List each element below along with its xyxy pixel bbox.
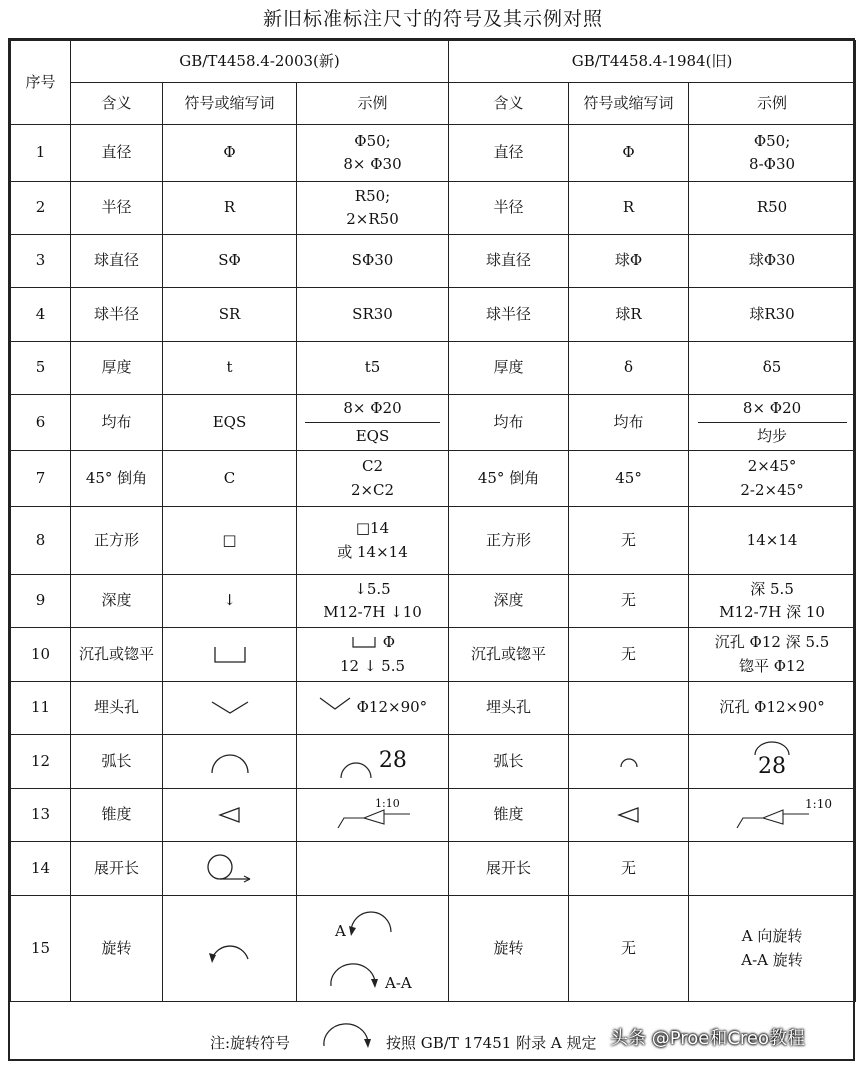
old-example-line1: 2×45° — [747, 457, 797, 476]
header-row-standards — [11, 41, 856, 83]
old-meaning: 沉孔或锪平 — [449, 628, 569, 682]
old-meaning: 厚度 — [449, 342, 569, 395]
old-meaning: 深度 — [449, 575, 569, 628]
old-symbol — [569, 735, 689, 789]
old-symbol: Φ — [569, 125, 689, 182]
old-example-line1: 深 5.5 — [750, 579, 794, 598]
table-row — [11, 575, 856, 628]
new-example-line2: M12-7H ↓10 — [323, 603, 422, 621]
table-row — [11, 288, 856, 342]
new-meaning: 展开长 — [71, 842, 163, 896]
taper-leader-icon — [334, 800, 412, 830]
new-meaning: 45° 倒角 — [71, 451, 163, 507]
old-symbol: δ — [569, 342, 689, 395]
old-symbol: 无 — [569, 896, 689, 1002]
old-example: δ5 — [689, 342, 856, 395]
new-meaning: 球直径 — [71, 235, 163, 288]
old-meaning: 埋头孔 — [449, 682, 569, 735]
old-symbol: 无 — [569, 507, 689, 575]
new-example — [297, 628, 449, 682]
new-example — [297, 842, 449, 896]
old-symbol — [569, 789, 689, 842]
arc-length-icon — [752, 741, 792, 755]
row-number: 12 — [11, 735, 71, 789]
footnote-prefix: 注:旋转符号 — [210, 1034, 291, 1052]
old-meaning: 45° 倒角 — [449, 451, 569, 507]
old-example — [689, 395, 856, 451]
old-meaning: 球直径 — [449, 235, 569, 288]
old-example-line2: 8-Φ30 — [749, 155, 796, 173]
countersink-icon — [210, 699, 250, 717]
row-number: 3 — [11, 235, 71, 288]
new-meaning: 球半径 — [71, 288, 163, 342]
taper-icon — [217, 806, 243, 824]
arc-length-value: 28 — [758, 754, 787, 780]
old-example — [689, 896, 856, 1002]
row-number: 11 — [11, 682, 71, 735]
table-row — [11, 182, 856, 235]
taper-icon — [616, 806, 642, 824]
old-example-line1: A 向旋转 — [741, 927, 803, 946]
row-number: 5 — [11, 342, 71, 395]
taper-leader-icon — [733, 800, 811, 830]
old-example-line1: 沉孔 Φ12 深 5.5 — [714, 633, 830, 652]
row-number: 7 — [11, 451, 71, 507]
old-example — [689, 628, 856, 682]
new-example-line1: Φ50; — [354, 131, 391, 150]
header-new-symbol: 符号或缩写词 — [163, 83, 297, 125]
new-example-line1: R50; — [354, 186, 391, 205]
new-symbol: C — [163, 451, 297, 507]
new-example-line2: 8× Φ30 — [343, 155, 402, 173]
taper-ratio: 1:10 — [375, 797, 400, 810]
old-example-line2: A-A 旋转 — [741, 950, 803, 969]
new-meaning: 旋转 — [71, 896, 163, 1002]
table-row — [11, 896, 856, 1002]
header-old-standard: GB/T4458.4-1984(旧) — [449, 41, 856, 83]
new-example — [297, 896, 449, 1002]
table-row — [11, 395, 856, 451]
header-old-symbol: 符号或缩写词 — [569, 83, 689, 125]
new-meaning: 半径 — [71, 182, 163, 235]
fraction-bottom: 均步 — [757, 427, 788, 445]
new-example — [297, 575, 449, 628]
table-row — [11, 125, 856, 182]
rotation-icon — [347, 902, 397, 942]
rotation-icon — [206, 933, 254, 965]
old-example-line2: 锪平 Φ12 — [738, 656, 806, 675]
new-symbol: □ — [163, 507, 297, 575]
new-meaning: 正方形 — [71, 507, 163, 575]
old-meaning: 锥度 — [449, 789, 569, 842]
table-row — [11, 235, 856, 288]
old-example — [689, 575, 856, 628]
new-example-line2: 2×C2 — [350, 480, 395, 499]
row-number: 1 — [11, 125, 71, 182]
new-symbol: SR — [163, 288, 297, 342]
new-symbol — [163, 628, 297, 682]
row-number: 9 — [11, 575, 71, 628]
old-example: 球Φ30 — [689, 235, 856, 288]
table-row — [11, 735, 856, 789]
new-example: SΦ30 — [297, 235, 449, 288]
rotation-icon — [320, 1018, 374, 1048]
rotation-label-a: A — [335, 922, 346, 940]
new-symbol — [163, 896, 297, 1002]
old-example — [689, 789, 856, 842]
header-old-meaning: 含义 — [449, 83, 569, 125]
new-symbol: SΦ — [163, 235, 297, 288]
old-example: 沉孔 Φ12×90° — [689, 682, 856, 735]
new-example-line2: 2×R50 — [346, 210, 399, 228]
new-example — [297, 451, 449, 507]
fraction — [305, 397, 440, 449]
new-example — [297, 682, 449, 735]
footnote — [10, 1006, 855, 1061]
counterbore-icon — [350, 636, 378, 650]
table-row — [11, 628, 856, 682]
row-number: 8 — [11, 507, 71, 575]
symbol-comparison-table — [10, 40, 856, 1002]
old-example — [689, 842, 856, 896]
old-meaning: 展开长 — [449, 842, 569, 896]
row-number: 15 — [11, 896, 71, 1002]
rotation-label-aa: A-A — [385, 974, 412, 992]
row-number: 4 — [11, 288, 71, 342]
fraction-top: 8× Φ20 — [305, 397, 440, 423]
old-symbol: 无 — [569, 628, 689, 682]
new-example — [297, 125, 449, 182]
old-symbol: 无 — [569, 842, 689, 896]
new-symbol: R — [163, 182, 297, 235]
old-meaning: 球半径 — [449, 288, 569, 342]
new-meaning: 厚度 — [71, 342, 163, 395]
new-example-line1 — [299, 631, 446, 654]
new-example — [297, 507, 449, 575]
header-new-meaning: 含义 — [71, 83, 163, 125]
row-number: 2 — [11, 182, 71, 235]
footnote-suffix: 按照 GB/T 17451 附录 A 规定 — [386, 1034, 597, 1052]
arc-length-value: 28 — [378, 748, 407, 774]
new-meaning: 埋头孔 — [71, 682, 163, 735]
old-meaning: 弧长 — [449, 735, 569, 789]
row-number: 14 — [11, 842, 71, 896]
new-meaning: 均布 — [71, 395, 163, 451]
header-row-columns — [11, 83, 856, 125]
row-number: 10 — [11, 628, 71, 682]
old-symbol: 45° — [569, 451, 689, 507]
old-meaning: 旋转 — [449, 896, 569, 1002]
old-symbol: 球R — [569, 288, 689, 342]
header-new-standard: GB/T4458.4-2003(新) — [71, 41, 449, 83]
new-example — [297, 395, 449, 451]
new-symbol: ↓ — [163, 575, 297, 628]
new-example-line1: ↓5.5 — [354, 579, 391, 598]
countersink-icon — [318, 696, 352, 714]
old-example: 球R30 — [689, 288, 856, 342]
old-meaning: 直径 — [449, 125, 569, 182]
fraction-top: 8× Φ20 — [698, 397, 847, 423]
counterbore-icon — [212, 645, 248, 665]
old-meaning: 均布 — [449, 395, 569, 451]
page-title: 新旧标准标注尺寸的符号及其示例对照 — [262, 8, 603, 30]
table-row — [11, 342, 856, 395]
new-symbol: Φ — [163, 125, 297, 182]
new-meaning: 弧长 — [71, 735, 163, 789]
new-example — [297, 182, 449, 235]
old-symbol: R — [569, 182, 689, 235]
fraction-bottom: EQS — [355, 427, 390, 445]
new-example-line1: C2 — [362, 457, 384, 476]
new-example: SR30 — [297, 288, 449, 342]
watermark: 头条 @Proe和Creo教程 — [610, 1028, 806, 1049]
old-symbol: 均布 — [569, 395, 689, 451]
new-example-line2: 或 14×14 — [337, 542, 408, 561]
header-seq: 序号 — [11, 41, 71, 125]
old-example: R50 — [689, 182, 856, 235]
new-meaning: 深度 — [71, 575, 163, 628]
table-row — [11, 451, 856, 507]
new-symbol — [163, 682, 297, 735]
new-symbol: t — [163, 342, 297, 395]
header-old-example: 示例 — [689, 83, 856, 125]
new-meaning: 直径 — [71, 125, 163, 182]
new-meaning: 沉孔或锪平 — [71, 628, 163, 682]
old-symbol: 无 — [569, 575, 689, 628]
arc-length-icon — [618, 755, 640, 769]
old-example-line2: 2-2×45° — [740, 480, 804, 499]
header-new-example: 示例 — [297, 83, 449, 125]
new-symbol — [163, 842, 297, 896]
fraction — [698, 397, 847, 449]
new-example-line2: 12 ↓ 5.5 — [339, 656, 406, 675]
arc-length-icon — [338, 757, 374, 779]
arc-length-icon — [208, 749, 252, 775]
old-symbol: 球Φ — [569, 235, 689, 288]
old-meaning: 正方形 — [449, 507, 569, 575]
old-example-line1: Φ50; — [753, 131, 791, 150]
old-meaning: 半径 — [449, 182, 569, 235]
new-example — [297, 735, 449, 789]
new-symbol — [163, 789, 297, 842]
rotation-icon — [327, 958, 379, 988]
table-row — [11, 682, 856, 735]
new-example: t5 — [297, 342, 449, 395]
developed-length-icon — [204, 851, 256, 887]
old-example: 14×14 — [689, 507, 856, 575]
new-symbol — [163, 735, 297, 789]
old-symbol — [569, 682, 689, 735]
new-meaning: 锥度 — [71, 789, 163, 842]
new-example-line1: □14 — [355, 519, 390, 538]
row-number: 13 — [11, 789, 71, 842]
new-example — [297, 789, 449, 842]
old-example — [689, 125, 856, 182]
row-number: 6 — [11, 395, 71, 451]
old-example-line2: M12-7H 深 10 — [719, 603, 825, 621]
table-row — [11, 507, 856, 575]
old-example — [689, 451, 856, 507]
taper-ratio: 1:10 — [805, 797, 832, 811]
new-symbol: EQS — [163, 395, 297, 451]
table-row — [11, 842, 856, 896]
old-example — [689, 735, 856, 789]
table-row — [11, 789, 856, 842]
countersink-example-text: Φ12×90° — [356, 698, 428, 717]
diameter-symbol: Φ — [382, 633, 396, 652]
